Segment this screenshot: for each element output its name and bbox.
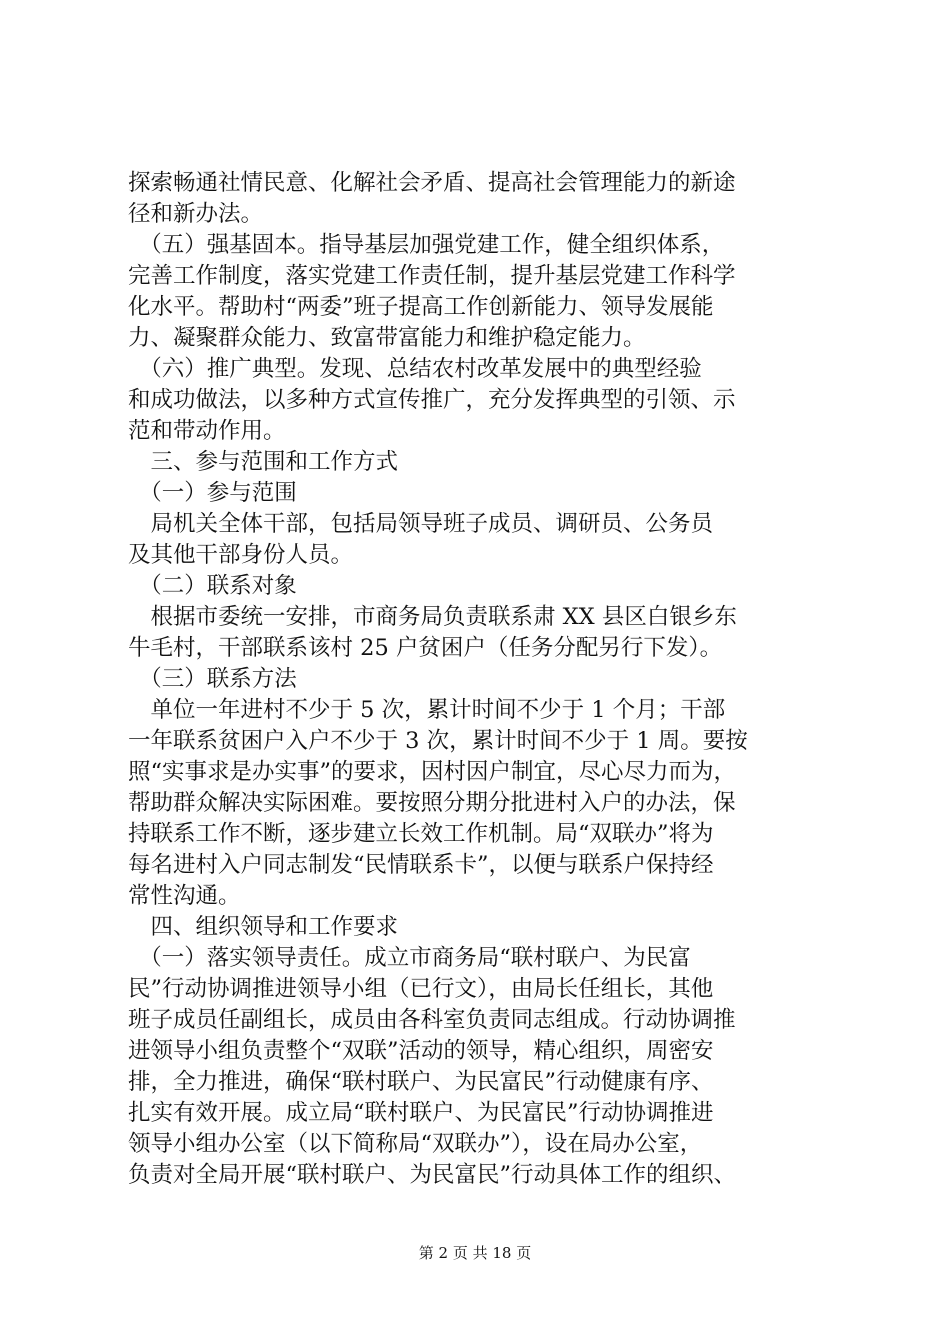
- section-heading: 三、参与范围和工作方式: [128, 449, 399, 475]
- section-heading: 四、组织领导和工作要求: [128, 914, 399, 940]
- text-line: 一年联系贫困户入户不少于 3 次，累计时间不少于 1 周。要按: [128, 728, 748, 754]
- text-line: 照“实事求是办实事”的要求，因村因户制宜，尽心尽力而为，: [128, 759, 737, 785]
- subsection-heading: （三）联系方法: [128, 666, 297, 692]
- text-line: 和成功做法，以多种方式宣传推广，充分发挥典型的引领、示: [128, 387, 736, 413]
- text-line: 进领导小组负责整个“双联”活动的领导，精心组织，周密安: [128, 1038, 714, 1064]
- text-line: 化水平。帮助村“两委”班子提高工作创新能力、领导发展能: [128, 294, 714, 320]
- text-line: 牛毛村，干部联系该村 25 户贫困户（任务分配另行下发）。: [128, 635, 723, 661]
- subsection-heading: （二）联系对象: [128, 573, 297, 599]
- text-line: （一）落实领导责任。成立市商务局“联村联户、为民富: [128, 945, 691, 971]
- text-line: 负责对全局开展“联村联户、为民富民”行动具体工作的组织、: [128, 1162, 737, 1188]
- text-line: 力、凝聚群众能力、致富带富能力和维护稳定能力。: [128, 325, 646, 351]
- text-line: 完善工作制度，落实党建工作责任制，提升基层党建工作科学: [128, 263, 736, 289]
- text-line: （六）推广典型。发现、总结农村改革发展中的典型经验: [128, 356, 702, 382]
- text-line: 根据市委统一安排，市商务局负责联系肃 XX 县区白银乡东: [128, 604, 737, 630]
- text-line: 范和带动作用。: [128, 418, 286, 444]
- text-line: 常性沟通。: [128, 883, 241, 909]
- text-line: 局机关全体干部，包括局领导班子成员、调研员、公务员: [128, 511, 714, 537]
- text-line: 领导小组办公室（以下简称局“双联办”），设在局办公室，: [128, 1131, 703, 1157]
- text-line: 帮助群众解决实际困难。要按照分期分批进村入户的办法，保: [128, 790, 736, 816]
- text-line: 探索畅通社情民意、化解社会矛盾、提高社会管理能力的新途: [128, 170, 736, 196]
- text-line: 排，全力推进，确保“联村联户、为民富民”行动健康有序、: [128, 1069, 714, 1095]
- text-line: 班子成员任副组长，成员由各科室负责同志组成。行动协调推: [128, 1007, 736, 1033]
- text-line: 单位一年进村不少于 5 次，累计时间不少于 1 个月；干部: [128, 697, 726, 723]
- page-number-footer: 第 2 页 共 18 页: [418, 1244, 532, 1262]
- text-line: （五）强基固本。指导基层加强党建工作，健全组织体系，: [128, 232, 725, 258]
- text-line: 径和新办法。: [128, 201, 264, 227]
- body-text: [128, 168, 848, 1191]
- text-line: 及其他干部身份人员。: [128, 542, 354, 568]
- text-line: 民”行动协调推进领导小组（已行文），由局长任组长，其他: [128, 976, 714, 1002]
- text-line: 每名进村入户同志制发“民情联系卡”，以便与联系户保持经: [128, 852, 714, 878]
- text-line: 持联系工作不断，逐步建立长效工作机制。局“双联办”将为: [128, 821, 714, 847]
- text-line: 扎实有效开展。成立局“联村联户、为民富民”行动协调推进: [128, 1100, 714, 1126]
- subsection-heading: （一）参与范围: [128, 480, 297, 506]
